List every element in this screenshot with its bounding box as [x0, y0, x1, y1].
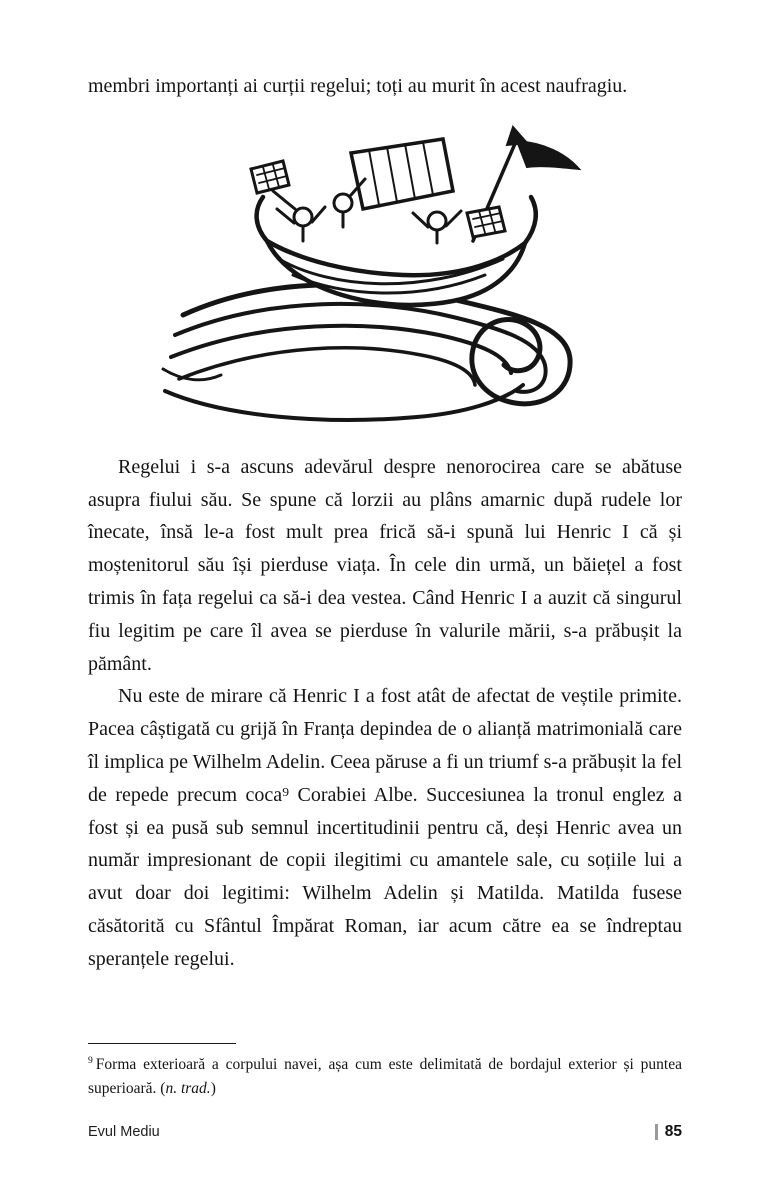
paragraph-succession: Nu este de mirare că Henric I a fost atât de afectat de veștile primite. Pacea câștigată cu grijă în Franța depindea de o alianță matrimonială care îl implica pe Wilhelm Adelin. Ceea păruse a fi un triumf s-a prăbușit la fel de repede precum coca⁹ Corabiei Albe. Succesiunea la tronul englez a fost și ea pusă sub semnul incertitudinii pentru că, deși Henric avea un număr impresionant de copii ilegitimi cu amantele sale, cu soțiile lui a avut doar doi legitimi: Wilhelm Adelin și Matilda. Matilda fusese căsătorită cu Sfântul Împărat Roman, iar acum către ea se îndreptau speranțele regelui. — [88, 685, 682, 970]
footnote-italic-note: n. trad. — [165, 1080, 211, 1097]
paragraph-kings-grief: Regelui i s-a ascuns adevărul despre nenorocirea care se abătuse asupra fiului său. Se spune că lorzii au plâns amarnic după rudele lor înecate, însă le-a fost mult prea frică să-i spună lui Henric I că și moștenitorul său își pierduse viața. În cele din urmă, un băiețel a fost trimis în fața regelui ca să-i dea vestea. Când Henric I a auzit că singurul fiu legitim pe care îl avea se pierduse în valurile mării, s-a prăbușit la pământ. — [88, 455, 682, 675]
footnote-suffix: ) — [210, 1080, 216, 1097]
shipwreck-illustration-svg — [155, 123, 615, 433]
page-footer — [88, 1123, 682, 1141]
waves-group — [163, 284, 570, 419]
footnote-body: Forma exterioară a corpului navei, așa cum este delimitată de bordajul exterior și puntea superioară. ( — [88, 1056, 682, 1097]
sail-group — [351, 139, 453, 209]
footnote — [88, 1043, 682, 1101]
footnote-text — [88, 1053, 682, 1101]
page-number: 85 — [664, 1123, 682, 1140]
page-number-divider — [655, 1124, 658, 1140]
footer-page-indicator — [655, 1123, 682, 1141]
footnote-marker: 9 — [88, 1054, 93, 1066]
footnote-divider — [88, 1043, 236, 1044]
paragraph-continuation: membri importanți ai curții regelui; toți au murit în acest naufragiu. — [88, 75, 628, 97]
running-footer-title: Evul Mediu — [88, 1124, 160, 1140]
whitespace-spacer — [88, 976, 682, 1029]
shipwreck-illustration — [155, 123, 615, 433]
